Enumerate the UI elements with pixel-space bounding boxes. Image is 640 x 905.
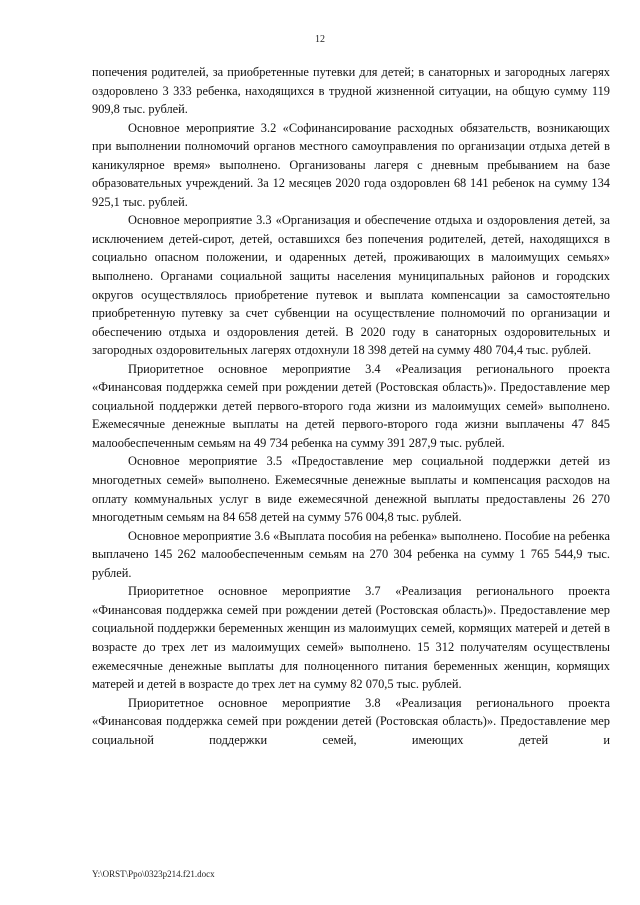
paragraph-continuation: попечения родителей, за приобретенные путевки для детей; в санаторных и загородных лагерях оздоровлено 3 333 ребенка, находящихся в трудной жизненной ситуации, на общую сумму 119 909,8 тыс. рублей.	[92, 65, 610, 117]
paragraph-measure-3-3: Основное мероприятие 3.3 «Организация и обеспечение отдыха и оздоровления детей, за исключением детей-сирот, детей, оставшихся без попечения родителей, детей, находящихся в социально опасном положении, и одаренных детей, проживающих в малоимущих семьях» выполнено. Органами социальной защиты населения муниципальных районов и городских округов осуществлялось приобретение путевок и выплата компенсации за самостоятельно приобретенную путевку за счет субвенции на осуществление полномочий по организации и обеспечению отдыха и оздоровления детей. В 2020 году в санаторных оздоровительных и загородных оздоровительных лагерях отдохнули 18 398 детей на сумму 480 704,4 тыс. рублей.	[92, 213, 610, 358]
page-number: 12	[315, 34, 325, 45]
document-body	[92, 63, 610, 749]
paragraph-measure-3-7: Приоритетное основное мероприятие 3.7 «Реализация регионального проекта «Финансовая поддержка семей при рождении детей (Ростовская область)». Предоставление мер социальной поддержки беременных женщин из малоимущих семей, кормящих матерей и детей в возрасте до трех лет из малоимущих семей» выполнено. 15 312 получателям осуществлены ежемесячные денежные выплаты для полноценного питания беременных женщин, кормящих матерей и детей в возрасте до трех лет на сумму 82 070,5 тыс. рублей.	[92, 584, 610, 692]
paragraph-measure-3-2: Основное мероприятие 3.2 «Софинансирование расходных обязательств, возникающих при выполнении полномочий органов местного самоуправления по организации отдыха детей в каникулярное время» выполнено. Организованы лагеря с дневным пребыванием на базе образовательных учреждений. За 12 месяцев 2020 года оздоровлен 68 141 ребенок на сумму 134 925,1 тыс. рублей.	[92, 120, 610, 209]
file-path-footer: Y:\ORST\Ppo\0323p214.f21.docx	[92, 869, 215, 879]
paragraph-measure-3-6: Основное мероприятие 3.6 «Выплата пособия на ребенка» выполнено. Пособие на ребенка выплачено 145 262 малообеспеченным семьям на 270 304 ребенка на сумму 1 765 544,9 тыс. рублей.	[92, 528, 610, 580]
paragraph-measure-3-4: Приоритетное основное мероприятие 3.4 «Реализация регионального проекта «Финансовая поддержка семей при рождении детей (Ростовская область)». Предоставление мер социальной поддержки детей первого-второго года жизни из малоимущих семей» выполнено. Ежемесячные денежные выплаты на детей первого-второго года жизни выплачены 47 845 малообеспеченным семьям на 49 734 ребенка на сумму 391 287,9 тыс. рублей.	[92, 361, 610, 450]
paragraph-measure-3-5: Основное мероприятие 3.5 «Предоставление мер социальной поддержки детей из многодетных семей» выполнено. Ежемесячные денежные выплаты и компенсация расходов на оплату коммунальных услуг в виде ежемесячной денежной выплаты предоставлены 26 270 многодетным семьям на 84 658 детей на сумму 576 004,8 тыс. рублей.	[92, 454, 610, 525]
paragraph-measure-3-8: Приоритетное основное мероприятие 3.8 «Реализация регионального проекта «Финансовая поддержка семей при рождении детей (Ростовская область)». Предоставление мер социальной поддержки семей, имеющих детей и	[92, 695, 610, 747]
